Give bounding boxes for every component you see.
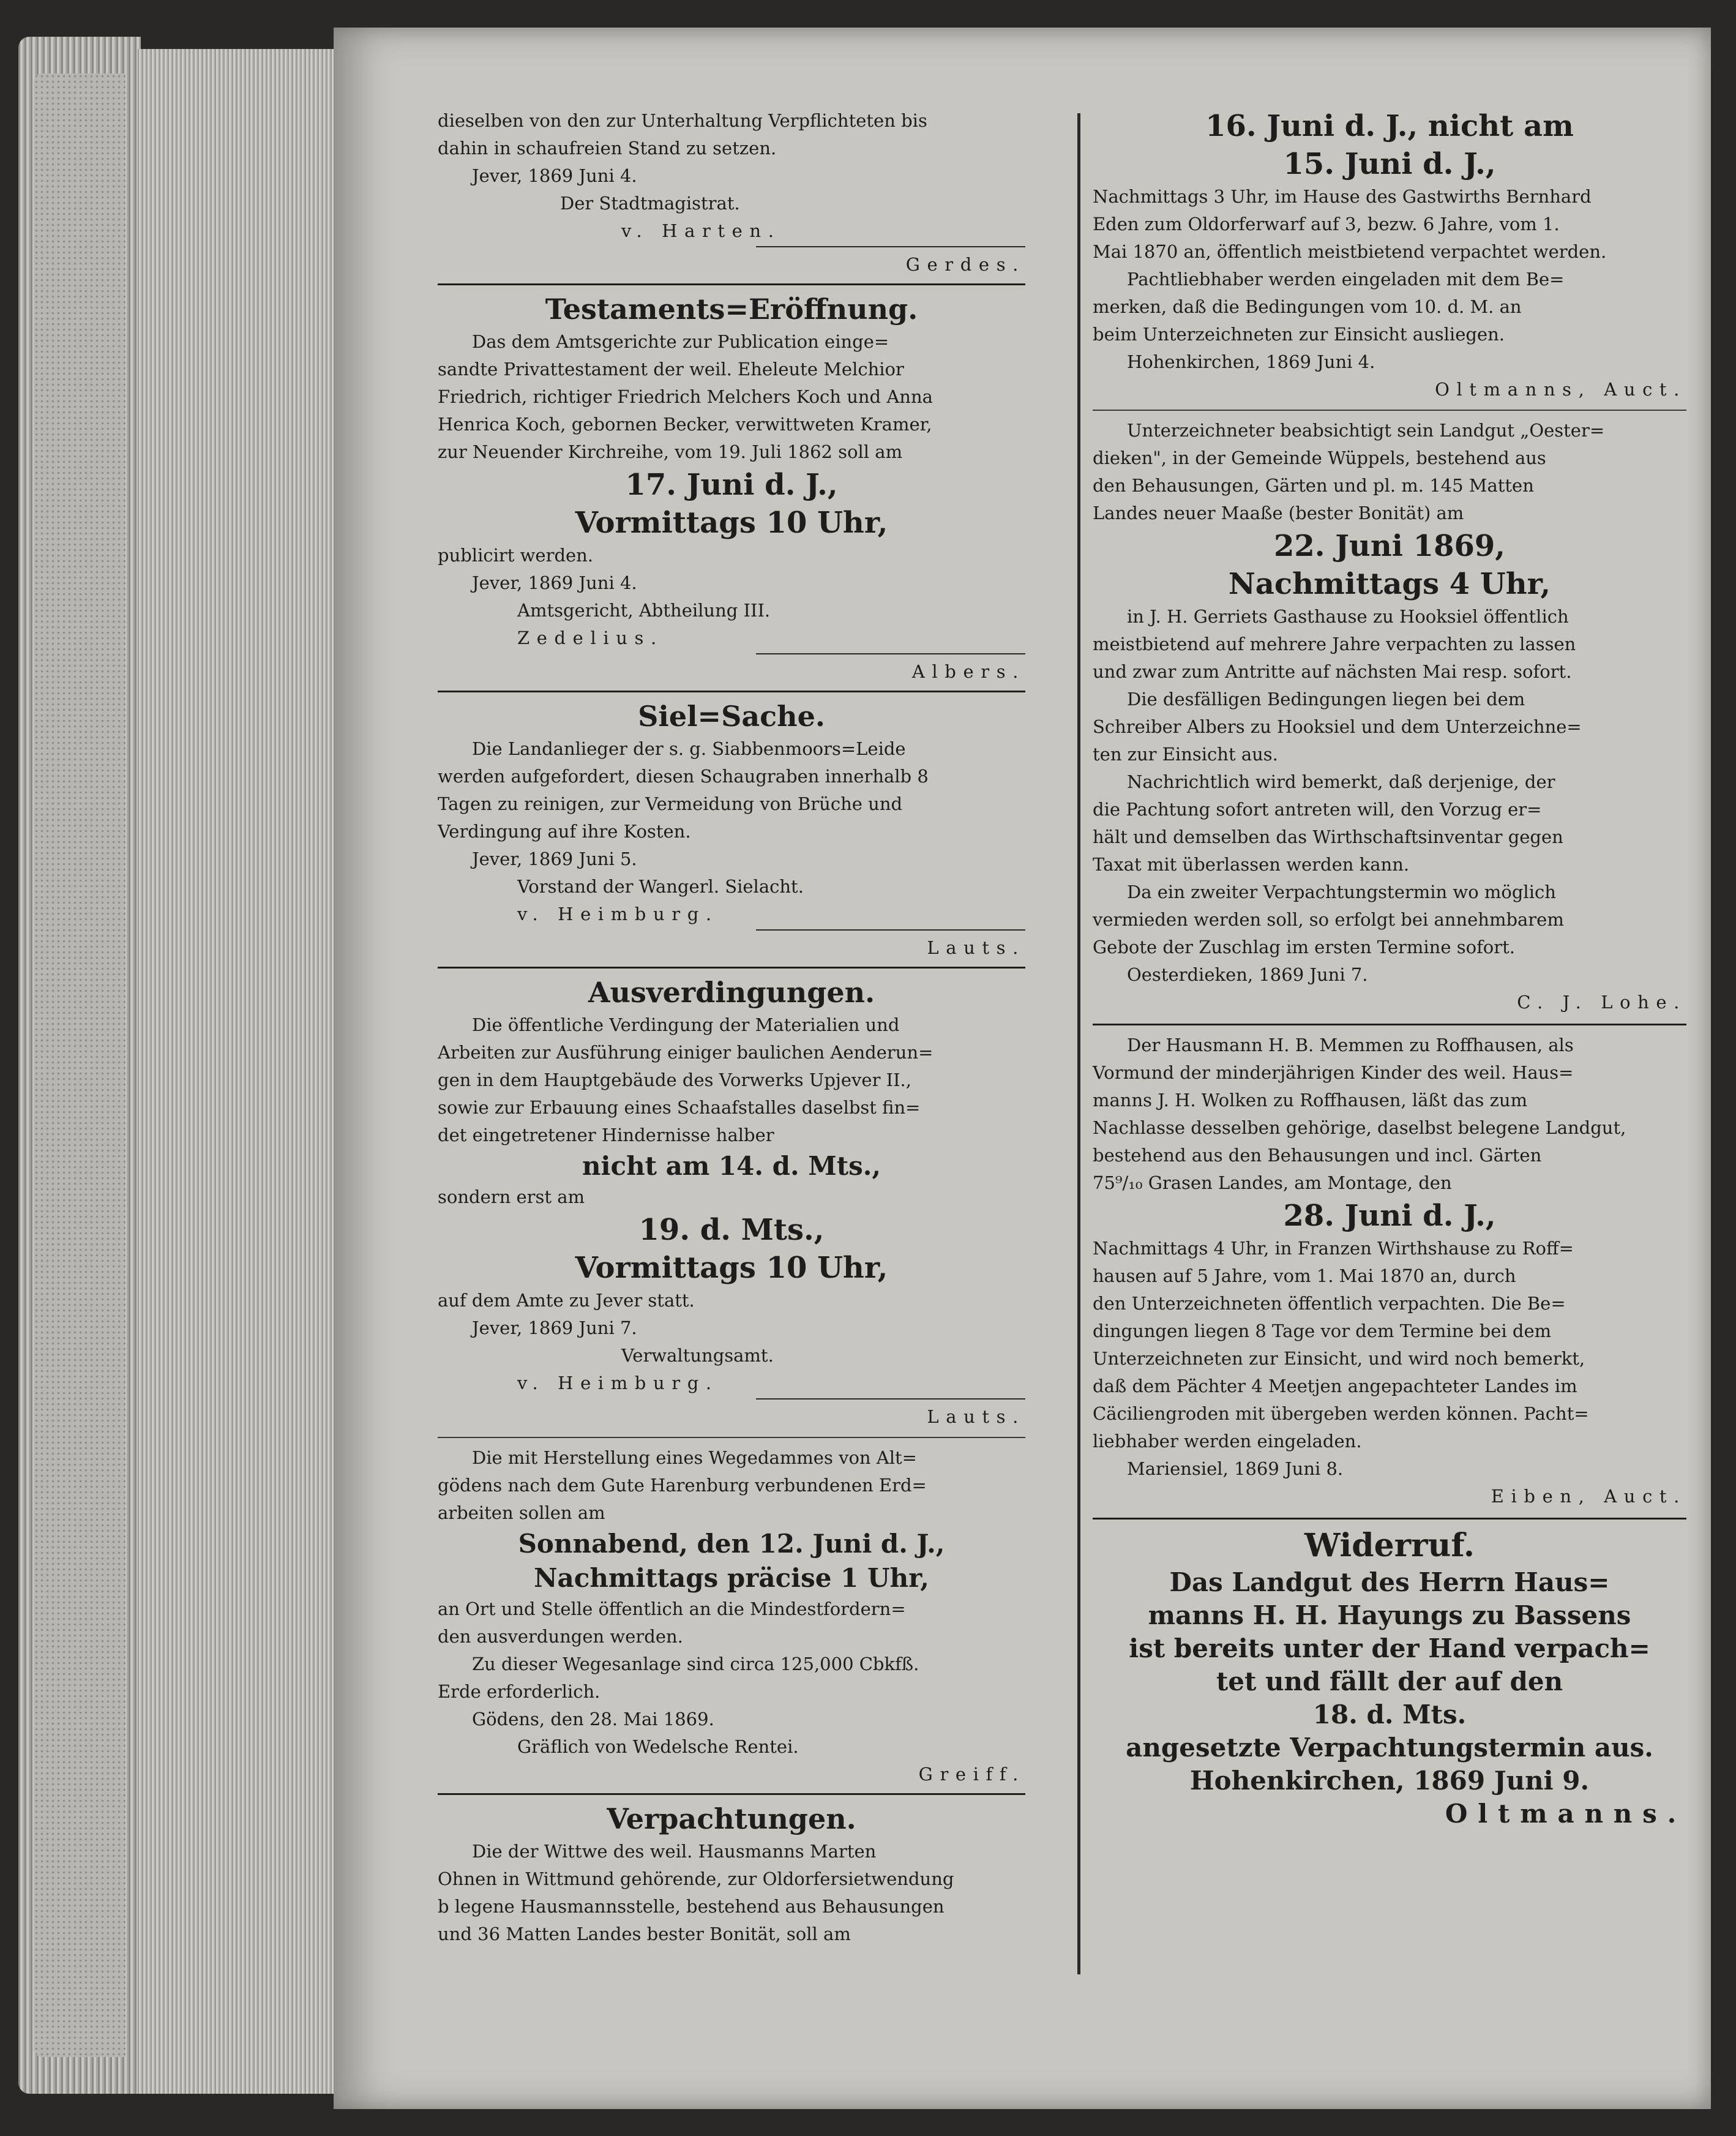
signature: Oltmanns. bbox=[1445, 1799, 1686, 1829]
date-heading: 17. Juni d. J., bbox=[625, 468, 838, 502]
text-line: publicirt werden. bbox=[438, 545, 594, 566]
place-date: Jever, 1869 Juni 7. bbox=[472, 1317, 637, 1338]
section-rule bbox=[438, 283, 1025, 285]
text-line: Cäciliengroden mit übergeben werden können. Pacht= bbox=[1093, 1403, 1589, 1424]
page-stack bbox=[138, 49, 334, 2094]
text-line: Pachtliebhaber werden eingeladen mit dem Be= bbox=[1127, 269, 1565, 290]
text-line: zur Neuender Kirchreihe, vom 19. Juli 1862 soll am bbox=[438, 441, 903, 462]
section-rule bbox=[438, 967, 1025, 969]
text-line: sowie zur Erbauung eines Schaafstalles daselbst fin= bbox=[438, 1097, 921, 1118]
signature: Lauts. bbox=[927, 937, 1025, 958]
text-line: Nachrichtlich wird bemerkt, daß derjenige, der bbox=[1127, 771, 1555, 792]
text-line: Nachmittags 3 Uhr, im Hause des Gastwirths Bernhard bbox=[1093, 186, 1592, 207]
column-divider bbox=[1077, 113, 1080, 1974]
text-line: an Ort und Stelle öffentlich an die Mindestfordern= bbox=[438, 1598, 906, 1619]
place-date: Oesterdieken, 1869 Juni 7. bbox=[1127, 964, 1368, 985]
text-line: den Unterzeichneten öffentlich verpachten. Die Be= bbox=[1093, 1293, 1566, 1314]
text-line: Verdingung auf ihre Kosten. bbox=[438, 821, 691, 842]
signature: Zedelius. bbox=[517, 628, 664, 648]
section-rule bbox=[438, 691, 1025, 692]
section-heading: Siel=Sache. bbox=[638, 700, 825, 733]
text-line: Friedrich, richtiger Friedrich Melchers Koch und Anna bbox=[438, 386, 933, 407]
signature: Lauts. bbox=[927, 1406, 1025, 1427]
text-line: in J. H. Gerriets Gasthause zu Hooksiel öffentlich bbox=[1127, 606, 1569, 627]
text-line: gen in dem Hauptgebäude des Vorwerks Upjever II., bbox=[438, 1070, 911, 1090]
section-rule bbox=[1093, 1024, 1686, 1025]
signature: v. Heimburg. bbox=[517, 1373, 719, 1393]
text-line: sondern erst am bbox=[438, 1186, 585, 1207]
section-heading: Testaments=Eröffnung. bbox=[545, 293, 918, 326]
office: Gräflich von Wedelsche Rentei. bbox=[517, 1736, 799, 1757]
date-heading: nicht am 14. d. Mts., bbox=[582, 1151, 881, 1181]
text-line: den ausverdungen werden. bbox=[438, 1626, 683, 1647]
text-line: Das dem Amtsgerichte zur Publication einge= bbox=[472, 331, 889, 352]
date-heading: Sonnabend, den 12. Juni d. J., bbox=[518, 1529, 945, 1559]
text-line: beim Unterzeichneten zur Einsicht ausliegen. bbox=[1093, 324, 1505, 345]
text-line: Henrica Koch, gebornen Becker, verwittweten Kramer, bbox=[438, 414, 932, 435]
text-line: hausen auf 5 Jahre, vom 1. Mai 1870 an, durch bbox=[1093, 1265, 1516, 1286]
notice-wegedamm bbox=[438, 1444, 1025, 1788]
office: Verwaltungsamt. bbox=[621, 1345, 774, 1366]
text-line: vermieden werden soll, so erfolgt bei annehmbarem bbox=[1093, 909, 1564, 930]
text-line: Das Landgut des Herrn Haus= bbox=[1169, 1567, 1610, 1597]
place-date: Mariensiel, 1869 Juni 8. bbox=[1127, 1458, 1344, 1479]
text-line: daß dem Pächter 4 Meetjen angepachteter Landes im bbox=[1093, 1376, 1577, 1396]
section-rule bbox=[1093, 410, 1686, 411]
office: Amtsgericht, Abtheilung III. bbox=[517, 600, 771, 621]
office: Vorstand der Wangerl. Sielacht. bbox=[517, 876, 804, 897]
text-line: Gebote der Zuschlag im ersten Termine sofort. bbox=[1093, 937, 1515, 957]
time-heading: Nachmittags präcise 1 Uhr, bbox=[534, 1563, 929, 1593]
text-line: Unterzeichneten zur Einsicht, und wird noch bemerkt, bbox=[1093, 1348, 1585, 1369]
notice-ohnen-continued bbox=[1093, 107, 1686, 403]
place-date: Hohenkirchen, 1869 Juni 4. bbox=[1127, 351, 1375, 372]
signature-rule bbox=[756, 653, 1025, 654]
text-line: Die Landanlieger der s. g. Siabbenmoors=Leide bbox=[472, 738, 906, 759]
section-heading: Ausverdingungen. bbox=[588, 976, 875, 1009]
text-line: merken, daß die Bedingungen vom 10. d. M. an bbox=[1093, 296, 1522, 317]
signature: Oltmanns, Auct. bbox=[1435, 379, 1686, 400]
notice-ausverdingungen bbox=[438, 973, 1025, 1431]
text-line: manns J. H. Wolken zu Roffhausen, läßt das zum bbox=[1093, 1090, 1528, 1111]
text-line: Tagen zu reinigen, zur Vermeidung von Brüche und bbox=[438, 793, 903, 814]
text-line: Die öffentliche Verdingung der Materialien und bbox=[472, 1014, 900, 1035]
text-line: liebhaber werden eingeladen. bbox=[1093, 1431, 1362, 1452]
signature: Gerdes. bbox=[905, 254, 1025, 275]
text-line: meistbietend auf mehrere Jahre verpachten zu lassen bbox=[1093, 634, 1576, 654]
text-line: Eden zum Oldorferwarf auf 3, bezw. 6 Jahre, vom 1. bbox=[1093, 214, 1560, 234]
notice-stadtmagistrat bbox=[438, 107, 1025, 279]
section-rule bbox=[438, 1437, 1025, 1438]
text-line: Ohnen in Wittmund gehörende, zur Oldorfersietwendung bbox=[438, 1868, 954, 1889]
date-heading: 16. Juni d. J., nicht am bbox=[1205, 109, 1574, 143]
text-line: Taxat mit überlassen werden kann. bbox=[1093, 854, 1410, 875]
text-line: Schreiber Albers zu Hooksiel und dem Unterzeichne= bbox=[1093, 716, 1582, 737]
section-rule bbox=[438, 1793, 1025, 1795]
place-date: Hohenkirchen, 1869 Juni 9. bbox=[1189, 1766, 1590, 1796]
right-column bbox=[1093, 107, 1686, 1831]
text-line: und 36 Matten Landes bester Bonität, soll am bbox=[438, 1924, 851, 1944]
text-line: auf dem Amte zu Jever statt. bbox=[438, 1290, 695, 1311]
text-line: bestehend aus den Behausungen und incl. Gärten bbox=[1093, 1145, 1542, 1166]
text-line: Mai 1870 an, öffentlich meistbietend verpachtet werden. bbox=[1093, 241, 1607, 262]
signature: Albers. bbox=[911, 661, 1025, 682]
date-heading: 15. Juni d. J., bbox=[1283, 147, 1496, 181]
office: Der Stadtmagistrat. bbox=[560, 193, 740, 214]
signature: v. Harten. bbox=[621, 220, 781, 241]
place-date: Gödens, den 28. Mai 1869. bbox=[472, 1709, 714, 1729]
text-line: 75⁹/₁₀ Grasen Landes, am Montage, den bbox=[1093, 1172, 1452, 1193]
text-line: det eingetretener Hindernisse halber bbox=[438, 1125, 774, 1145]
text-line: ten zur Einsicht aus. bbox=[1093, 744, 1278, 765]
signature-rule bbox=[756, 929, 1025, 931]
text-line: tet und fällt der auf den bbox=[1216, 1666, 1563, 1696]
book-cover bbox=[34, 73, 125, 2057]
text-line: dieken", in der Gemeinde Wüppels, bestehend aus bbox=[1093, 448, 1546, 468]
place-date: Jever, 1869 Juni 5. bbox=[472, 849, 637, 869]
section-heading: Verpachtungen. bbox=[607, 1802, 856, 1835]
text-line: Landes neuer Maaße (bester Bonität) am bbox=[1093, 503, 1464, 523]
text-line: angesetzte Verpachtungstermin aus. bbox=[1126, 1733, 1653, 1763]
place-date: Jever, 1869 Juni 4. bbox=[472, 165, 637, 186]
text-line: werden aufgefordert, diesen Schaugraben innerhalb 8 bbox=[438, 766, 929, 787]
text-line: arbeiten sollen am bbox=[438, 1502, 605, 1523]
text-line: Der Hausmann H. B. Memmen zu Roffhausen, als bbox=[1127, 1035, 1574, 1055]
text-line: dingungen liegen 8 Tage vor dem Termine bei dem bbox=[1093, 1321, 1552, 1341]
newspaper-page bbox=[334, 28, 1711, 2109]
text-line: Nachmittags 4 Uhr, in Franzen Wirthshause zu Roff= bbox=[1093, 1238, 1574, 1259]
notice-oesterdieken bbox=[1093, 417, 1686, 1016]
signature: C. J. Lohe. bbox=[1517, 992, 1686, 1013]
date-heading: 19. d. Mts., bbox=[638, 1213, 825, 1247]
text-line: ist bereits unter der Hand verpach= bbox=[1129, 1633, 1650, 1663]
section-rule bbox=[1093, 1518, 1686, 1520]
signature-rule bbox=[756, 1398, 1025, 1400]
date-heading: 28. Juni d. J., bbox=[1283, 1199, 1496, 1233]
text-line: den Behausungen, Gärten und pl. m. 145 Matten bbox=[1093, 475, 1534, 496]
text-line: sandte Privattestament der weil. Eheleute Melchior bbox=[438, 359, 904, 380]
time-heading: Vormittags 10 Uhr, bbox=[575, 506, 888, 540]
signature: v. Heimburg. bbox=[517, 904, 719, 924]
text-line: Nachlasse desselben gehörige, daselbst belegene Landgut, bbox=[1093, 1117, 1626, 1138]
notice-verpachtungen bbox=[438, 1800, 1025, 1948]
text-line: Zu dieser Wegesanlage sind circa 125,000 Cbkfß. bbox=[472, 1654, 919, 1674]
date-heading: 18. d. Mts. bbox=[1312, 1699, 1467, 1729]
section-heading: Widerruf. bbox=[1304, 1527, 1475, 1564]
text-line: Die der Wittwe des weil. Hausmanns Marten bbox=[472, 1841, 877, 1862]
place-date: Jever, 1869 Juni 4. bbox=[472, 572, 637, 593]
time-heading: Nachmittags 4 Uhr, bbox=[1228, 567, 1551, 601]
text-line: dieselben von den zur Unterhaltung Verpflichteten bis bbox=[438, 110, 927, 131]
signature: Eiben, Auct. bbox=[1491, 1486, 1686, 1507]
text-line: Da ein zweiter Verpachtungstermin wo möglich bbox=[1127, 882, 1556, 902]
text-line: Erde erforderlich. bbox=[438, 1681, 600, 1702]
text-line: dahin in schaufreien Stand zu setzen. bbox=[438, 138, 777, 159]
notice-siel bbox=[438, 697, 1025, 962]
date-heading: 22. Juni 1869, bbox=[1274, 529, 1505, 563]
text-line: Die desfälligen Bedingungen liegen bei dem bbox=[1127, 689, 1525, 710]
text-line: b legene Hausmannsstelle, bestehend aus Behausungen bbox=[438, 1896, 945, 1917]
text-line: die Pachtung sofort antreten will, den Vorzug er= bbox=[1093, 799, 1542, 820]
text-line: Arbeiten zur Ausführung einiger baulichen Aenderun= bbox=[438, 1042, 933, 1063]
text-line: hält und demselben das Wirthschaftsinventar gegen bbox=[1093, 826, 1563, 847]
text-line: gödens nach dem Gute Harenburg verbundenen Erd= bbox=[438, 1475, 927, 1496]
text-line: Unterzeichneter beabsichtigt sein Landgut „Oester= bbox=[1127, 420, 1605, 441]
time-heading: Vormittags 10 Uhr, bbox=[575, 1251, 888, 1285]
text-line: und zwar zum Antritte auf nächsten Mai resp. sofort. bbox=[1093, 661, 1572, 682]
notice-memmen bbox=[1093, 1032, 1686, 1510]
text-line: Die mit Herstellung eines Wegedammes von Alt= bbox=[472, 1447, 917, 1468]
signature-rule bbox=[756, 246, 1025, 247]
notice-testament bbox=[438, 290, 1025, 686]
signature: Greiff. bbox=[918, 1764, 1025, 1785]
text-line: Vormund der minderjährigen Kinder des weil. Haus= bbox=[1093, 1062, 1574, 1083]
text-line: manns H. H. Hayungs zu Bassens bbox=[1148, 1600, 1631, 1630]
left-column bbox=[438, 107, 1025, 1948]
notice-widerruf bbox=[1093, 1526, 1686, 1831]
